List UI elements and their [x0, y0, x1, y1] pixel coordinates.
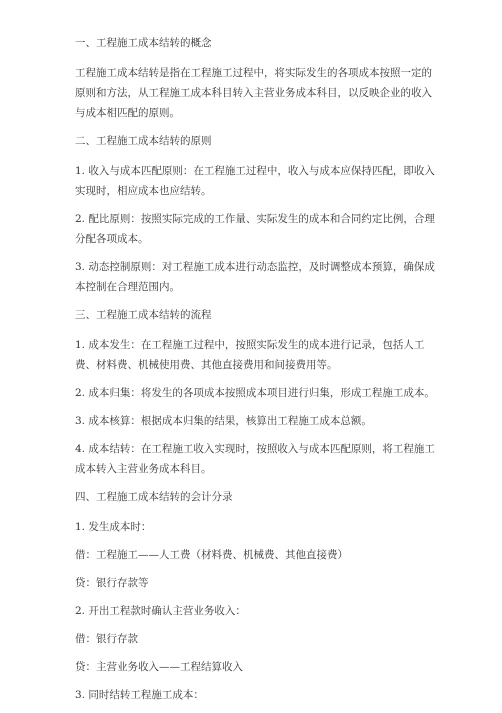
- principle-item-3: 3. 动态控制原则：对工程施工成本进行动态监控，及时调整成本预算，确保成本控制在合理范围内。: [75, 261, 435, 293]
- document-body: [75, 33, 435, 713]
- entry-credit-1: 贷：银行存款等: [75, 577, 149, 589]
- process-item-4: 4. 成本结转：在工程施工收入实现时，按照收入与成本匹配原则，将工程施工成本转入主营业务成本科目。: [75, 443, 435, 475]
- entry-item-1: 1. 发生成本时：: [75, 521, 152, 533]
- principle-item-2: 2. 配比原则：按照实际完成的工作量、实际发生的成本和合同约定比例，合理分配各项成本。: [75, 213, 435, 245]
- section-heading-3: 三、工程施工成本结转的流程: [75, 309, 212, 321]
- principle-item-1: 1. 收入与成本匹配原则：在工程施工过程中，收入与成本应保持匹配，即收入实现时，相应成本也应结转。: [75, 165, 435, 197]
- entry-debit-2: 借：银行存款: [75, 633, 138, 645]
- section-heading-1: 一、工程施工成本结转的概念: [75, 37, 212, 49]
- entry-credit-2: 贷：主营业务收入——工程结算收入: [75, 661, 243, 673]
- section-heading-4: 四、工程施工成本结转的会计分录: [75, 491, 233, 503]
- entry-item-2: 2. 开出工程款时确认主营业务收入：: [75, 605, 246, 617]
- process-item-3: 3. 成本核算：根据成本归集的结果，核算出工程施工成本总额。: [75, 415, 372, 427]
- section-heading-2: 二、工程施工成本结转的原则: [75, 135, 212, 147]
- process-item-1: 1. 成本发生：在工程施工过程中，按照实际发生的成本进行记录，包括人工费、材料费、机械使用费、其他直接费用和间接费用等。: [75, 339, 425, 371]
- process-item-2: 2. 成本归集：将发生的各项成本按照成本项目进行归集，形成工程施工成本。: [75, 387, 435, 399]
- paragraph-concept: 工程施工成本结转是指在工程施工过程中，将实际发生的各项成本按照一定的原则和方法，从工程施工成本科目转入主营业务成本科目，以反映企业的收入与成本相匹配的原则。: [75, 67, 432, 119]
- entry-item-3: 3. 同时结转工程施工成本：: [75, 689, 204, 701]
- entry-debit-1: 借：工程施工——人工费（材料费、机械费、其他直接费）: [75, 549, 348, 561]
